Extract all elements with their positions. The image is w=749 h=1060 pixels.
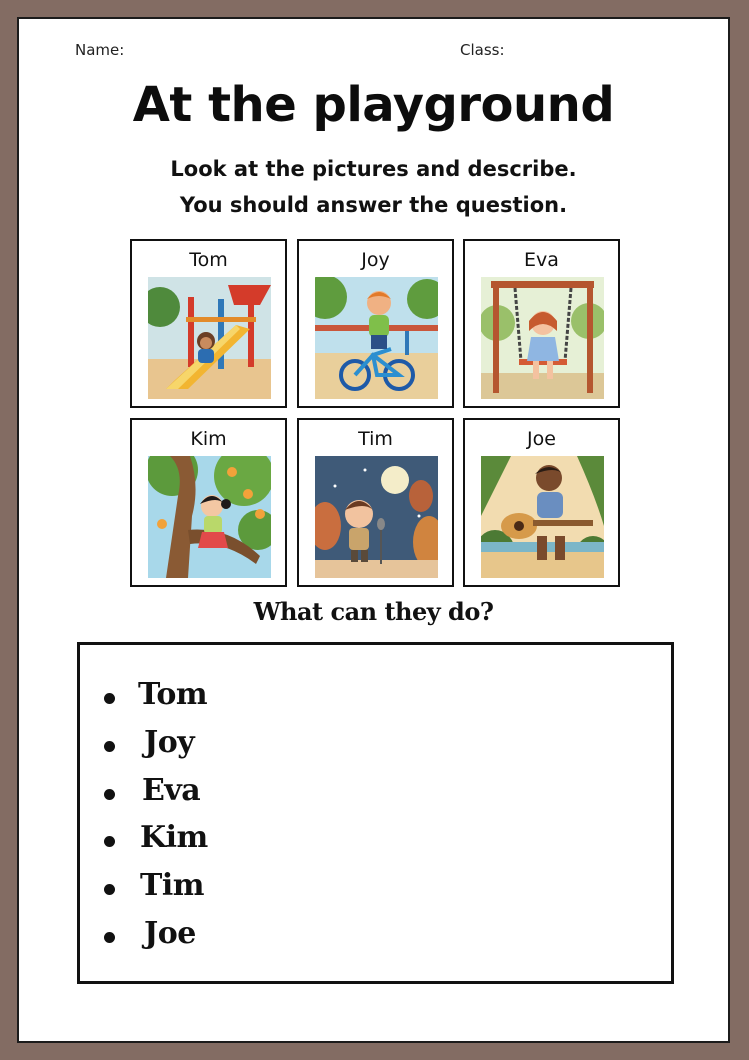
answer-name: Kim: [140, 820, 208, 855]
bullet-icon: [104, 789, 115, 800]
worksheet-title: At the playground: [132, 77, 615, 133]
bicycle-picture: [315, 277, 438, 399]
card-name: Kim: [190, 428, 227, 450]
card-name: Joe: [527, 428, 556, 450]
card-name: Tim: [358, 428, 393, 450]
card-tom: [130, 239, 287, 408]
bullet-icon: [104, 836, 115, 847]
slide-picture: [148, 277, 271, 399]
answer-name: Tom: [138, 677, 208, 712]
guitar-picture: [481, 456, 604, 578]
name-label: Name:: [75, 41, 125, 59]
bullet-icon: [104, 741, 115, 752]
swing-picture: [481, 277, 604, 399]
instruction-line-1: Look at the pictures and describe.: [170, 157, 577, 181]
bullet-icon: [104, 932, 115, 943]
answer-box: [77, 642, 674, 984]
answer-name: Eva: [142, 773, 201, 808]
card-joe: [463, 418, 620, 587]
card-name: Tom: [189, 249, 228, 271]
answer-name: Joy: [144, 725, 195, 760]
card-joy: [297, 239, 454, 408]
class-label: Class:: [460, 41, 505, 59]
question-heading: What can they do?: [253, 597, 494, 626]
instruction-line-2: You should answer the question.: [179, 193, 568, 217]
card-name: Eva: [524, 249, 559, 271]
card-name: Joy: [361, 249, 390, 271]
bullet-icon: [104, 884, 115, 895]
bullet-icon: [104, 693, 115, 704]
card-tim: [297, 418, 454, 587]
answer-name: Tim: [140, 868, 204, 903]
tree-climbing-picture: [148, 456, 271, 578]
answer-name: Joe: [144, 916, 196, 951]
card-eva: [463, 239, 620, 408]
singing-picture: [315, 456, 438, 578]
card-kim: [130, 418, 287, 587]
worksheet-page: [17, 17, 730, 1043]
